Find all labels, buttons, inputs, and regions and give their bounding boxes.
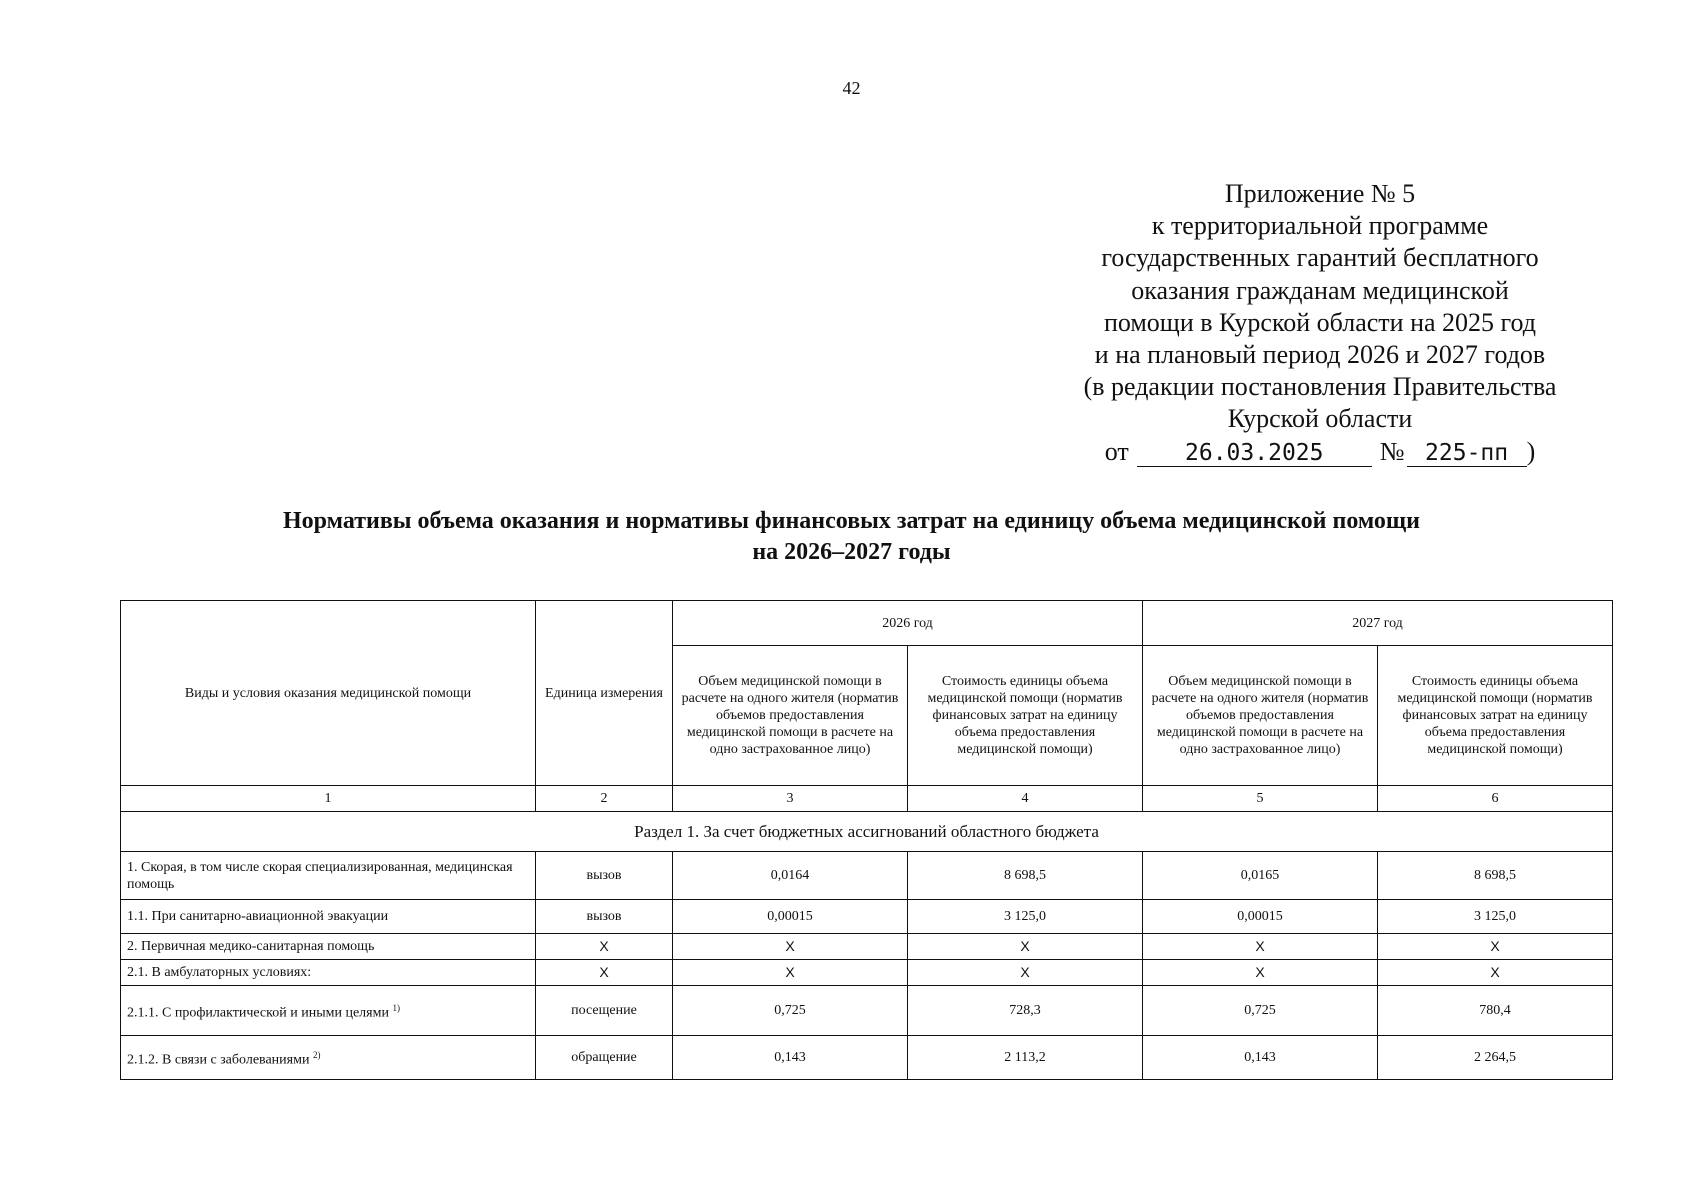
row-cost-2027: 2 264,5: [1378, 1036, 1613, 1080]
section-title: Раздел 1. За счет бюджетных ассигнований областного бюджета: [121, 812, 1613, 852]
annex-line: государственных гарантий бесплатного: [1101, 243, 1539, 273]
row-name: 2.1.1. С профилактической и иными целями: [127, 1005, 389, 1021]
row-name: 2. Первичная медико-санитарная помощь: [121, 934, 536, 960]
header-year-2027: 2027 год: [1143, 601, 1613, 646]
row-unit: обращение: [536, 1036, 673, 1080]
annex-line: Приложение № 5: [1224, 179, 1416, 208]
header-cost-2027: Стоимость единицы объема медицинской помощи (норматив финансовых затрат на единицу объема предоставления медицинской помощи): [1378, 646, 1613, 786]
column-number: 5: [1143, 786, 1378, 812]
row-cost-2027: 780,4: [1378, 986, 1613, 1036]
number-label: №: [1379, 436, 1405, 466]
header-year-2026: 2026 год: [673, 601, 1143, 646]
annex-line: (в редакции постановления Правительства: [1083, 372, 1557, 402]
column-number: 6: [1378, 786, 1613, 812]
row-cost-2027: 3 125,0: [1378, 900, 1613, 934]
row-cost-2026: 2 113,2: [908, 1036, 1143, 1080]
table-row: [121, 934, 1613, 960]
header-types: Виды и условия оказания медицинской помощи: [121, 601, 536, 786]
header-unit: Единица измерения: [536, 601, 673, 786]
document-title: [150, 506, 1553, 568]
row-unit: вызов: [536, 900, 673, 934]
row-name: 1. Скорая, в том числе скорая специализированная, медицинская помощь: [121, 852, 536, 900]
row-volume-2027: 0,00015: [1143, 900, 1378, 934]
header-cost-2026: Стоимость единицы объема медицинской помощи (норматив финансовых затрат на единицу объема предоставления медицинской помощи): [908, 646, 1143, 786]
column-number: 1: [121, 786, 536, 812]
row-volume-2027: Х: [1143, 934, 1378, 960]
section-row: [121, 812, 1613, 852]
table-header-row: [121, 601, 1613, 646]
row-volume-2026: 0,725: [673, 986, 908, 1036]
row-name: 1.1. При санитарно-авиационной эвакуации: [121, 900, 536, 934]
column-number: 3: [673, 786, 908, 812]
table-row: [121, 852, 1613, 900]
row-cost-2027: Х: [1378, 960, 1613, 986]
row-volume-2026: Х: [673, 960, 908, 986]
row-cost-2026: 8 698,5: [908, 852, 1143, 900]
close-paren: ): [1526, 436, 1536, 466]
footnote-mark: 2): [312, 1049, 321, 1060]
row-cost-2027: 8 698,5: [1378, 852, 1613, 900]
annex-header: [1030, 178, 1610, 468]
row-volume-2026: 0,00015: [673, 900, 908, 934]
row-volume-2026: 0,143: [673, 1036, 908, 1080]
resolution-date: 26.03.2025: [1137, 440, 1372, 467]
table-row: [121, 986, 1613, 1036]
from-label: от: [1104, 436, 1129, 466]
row-cost-2026: 3 125,0: [908, 900, 1143, 934]
row-name-cell: [121, 1036, 536, 1080]
row-volume-2027: 0,0165: [1143, 852, 1378, 900]
page-number: 42: [842, 78, 861, 98]
title-line-2: на 2026–2027 годы: [752, 539, 951, 565]
row-volume-2027: 0,143: [1143, 1036, 1378, 1080]
row-cost-2026: 728,3: [908, 986, 1143, 1036]
row-volume-2026: Х: [673, 934, 908, 960]
annex-line: к территориальной программе: [1151, 211, 1489, 241]
row-unit: посещение: [536, 986, 673, 1036]
resolution-number: 225-пп: [1407, 440, 1527, 467]
header-volume-2026: Объем медицинской помощи в расчете на одного жителя (норматив объемов предоставления медицинской помощи в расчете на одно застрахованное лицо): [673, 646, 908, 786]
row-volume-2027: 0,725: [1143, 986, 1378, 1036]
annex-line: оказания гражданам медицинской: [1131, 275, 1509, 305]
row-name: 2.1. В амбулаторных условиях:: [121, 960, 536, 986]
row-name: 2.1.2. В связи с заболеваниями: [127, 1052, 310, 1068]
row-unit: Х: [536, 960, 673, 986]
resolution-reference: [1030, 436, 1610, 468]
row-name-cell: [121, 986, 536, 1036]
row-unit: Х: [536, 934, 673, 960]
column-number: 2: [536, 786, 673, 812]
annex-line: Курской области: [1227, 404, 1413, 434]
column-number: 4: [908, 786, 1143, 812]
table-row: [121, 900, 1613, 934]
column-number-row: [121, 786, 1613, 812]
table-row: [121, 1036, 1613, 1080]
row-volume-2026: 0,0164: [673, 852, 908, 900]
table-row: [121, 960, 1613, 986]
annex-line: помощи в Курской области на 2025 год: [1103, 307, 1537, 337]
row-cost-2027: Х: [1378, 934, 1613, 960]
norms-table: [120, 600, 1613, 1080]
title-line-1: Нормативы объема оказания и нормативы финансовых затрат на единицу объема медицинской помощи: [283, 508, 1420, 534]
row-cost-2026: Х: [908, 960, 1143, 986]
annex-line: и на плановый период 2026 и 2027 годов: [1094, 340, 1546, 370]
row-volume-2027: Х: [1143, 960, 1378, 986]
row-unit: вызов: [536, 852, 673, 900]
footnote-mark: 1): [392, 1002, 400, 1013]
header-volume-2027: Объем медицинской помощи в расчете на одного жителя (норматив объемов предоставления медицинской помощи в расчете на одно застрахованное лицо): [1143, 646, 1378, 786]
row-cost-2026: Х: [908, 934, 1143, 960]
